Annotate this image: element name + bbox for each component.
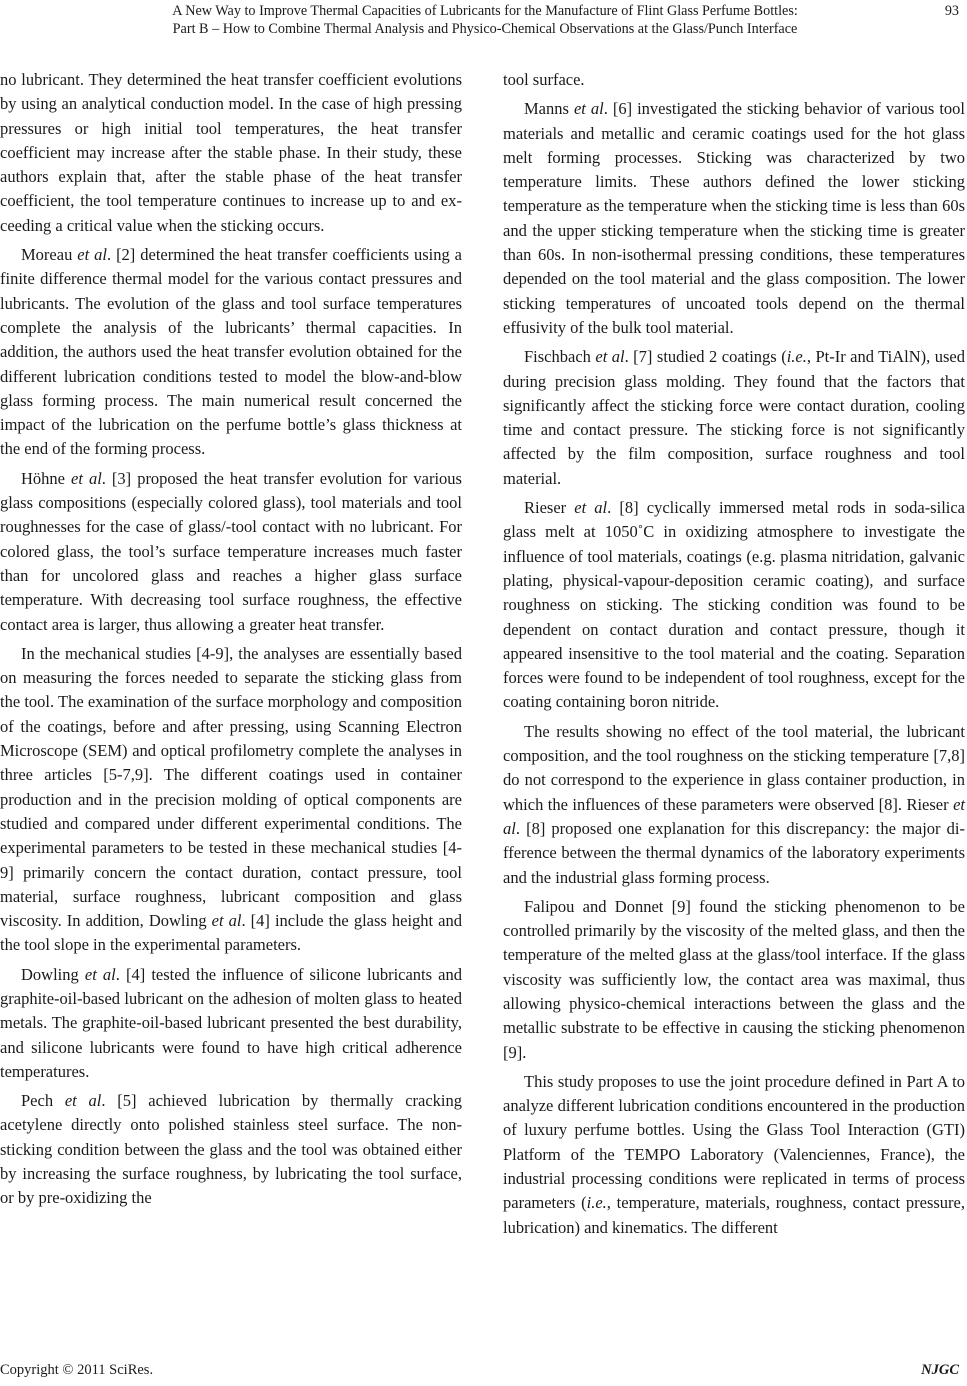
et-al-abbreviation: et al <box>71 468 102 488</box>
et-al-abbreviation: et al <box>503 794 965 838</box>
paragraph <box>0 1089 462 1210</box>
paragraph-text: In the mechanical studies [4-9], the analyses are essentially based on measuring the forces needed to separate the sticking glass from the tool. The examination of the surface morphology and composition of the coatings, before and after pressing, using Scanning Electron Microscope (SEM) and optical profilometry complete the analyses in three articles [5-7,9]. The different coatings used in container production and in the precision molding of optical components are studied and compared under different experimental conditions. The experimental parameters to be tested in these mechanical studies [4-9] primarily concern the contact duration, contact pressure, tool material, surface roughness, lubricant composition and glass viscosity. In addition, Dowling <box>0 643 462 931</box>
paragraph-text: . [4] tested the influence of silicone lubricants and graphite-oil-based lubricant on the adhesion of molten glass to heated metals. The graphite-oil-based lubricant presented the best durability, and silicone lubricants were found to have high critical adherence temperatures. <box>0 964 462 1081</box>
running-title-line-2: Part B – How to Combine Thermal Analysis and Physico-Chemical Observations at the Glass/Punch Interface <box>172 21 798 37</box>
paragraph-text: , temperature, materials, roughness, contact pressure, lubrication) and kinematics. The different <box>503 1193 965 1237</box>
paragraph <box>0 68 462 238</box>
paragraph <box>503 68 965 92</box>
paragraph <box>503 1070 965 1240</box>
cited-author: Pech <box>21 1091 65 1111</box>
cited-author: Höhne <box>21 468 72 488</box>
paragraph-text: . [3] proposed the heat transfer evolution for various glass compositions (especially colored glass), tool materials and tool roughnesses for the case of glass/-tool contact with no lubricant. For colored glass, the tool’s surface temperature increases much faster than for uncolored glass and reaches a higher glass surface temperature. With decreasing tool surface roughness, the effective contact area is larger, thus allowing a greater heat transfer. <box>0 468 462 634</box>
et-al-abbreviation: et al <box>211 911 242 931</box>
left-text-column <box>0 68 462 1216</box>
copyright-notice: Copyright © 2011 SciRes. <box>0 1362 154 1378</box>
cited-author: Fischbach <box>524 347 596 367</box>
et-al-abbreviation: et al <box>595 347 625 367</box>
paragraph-text: . [7] studied 2 coatings ( <box>624 347 787 367</box>
paragraph-text: , Pt-Ir and TiAlN), used during precision glass molding. They found that the factors that significantly affect the sticking force were contact duration, cooling time and contact pressure. The sticking force is not significantly affected by the film composition, surface roughness and tool material. <box>503 347 966 488</box>
cited-author: Manns <box>524 99 574 119</box>
page-footer <box>0 1360 967 1382</box>
right-text-column <box>503 68 965 1245</box>
cited-author: Moreau <box>21 245 78 265</box>
paragraph-text: . [5] achieved lubrication by thermally cracking acetylene directly onto polished stainless steel surface. The non-sticking condition between the glass and the tool was obtained either by increasing the surface roughness, by lubricating the tool surface, or by pre-oxidizing the <box>0 1091 463 1208</box>
et-al-abbreviation: et al <box>574 498 608 518</box>
ie-abbreviation: i.e. <box>586 1193 607 1213</box>
paragraph <box>0 243 462 462</box>
paragraph <box>0 467 462 637</box>
paragraph <box>0 963 462 1084</box>
paragraph <box>503 345 965 491</box>
running-header <box>0 0 967 44</box>
paragraph-text: Falipou and Donnet [9] found the sticking phenomenon to be controlled primarily by the viscosity of the melted glass, and then the temperature of the melted glass at the glass/tool interface. If the glass viscosity was sufficiently low, the contact area was maximal, thus allowing physico-chemical interactions between the glass and the metallic substrate to be effective in causing the sticking phenomenon [9]. <box>503 896 965 1062</box>
paragraph-text: . [4] include the glass height and the tool slope in the experimental parameters. <box>0 911 463 955</box>
et-al-abbreviation: et al <box>77 245 107 265</box>
ie-abbreviation: i.e. <box>786 347 807 367</box>
et-al-abbreviation: et al <box>573 99 604 119</box>
paragraph-text: The results showing no effect of the tool material, the lubricant composition, and the tool roughness on the sticking temperature [7,8] do not correspond to the experience in glass container production, in which the influences of these parameters were observed [8]. Rieser <box>503 721 965 814</box>
paragraph <box>503 720 965 890</box>
paragraph <box>503 895 965 1065</box>
et-al-abbreviation: et al <box>64 1091 102 1111</box>
running-title-line-1: A New Way to Improve Thermal Capacities of Lubricants for the Manufacture of Flint Glass Perfume Bottles: <box>172 3 798 19</box>
paragraph <box>503 496 965 715</box>
paragraph-text: This study proposes to use the joint procedure defined in Part A to analyze different lubrication conditions encountered in the production of luxury perfume bottles. Using the Glass Tool Interaction (GTI) Platform of the TEMPO Laboratory (Valenciennes, France), the industrial processing conditions were replicated in terms of process parameters ( <box>503 1071 965 1213</box>
journal-abbreviation: NJGC <box>921 1362 959 1378</box>
paragraph-text: . [8] proposed one explanation for this discrepancy: the major difference between the thermal dynamics of the laboratory experiments and the industrial glass forming process. <box>503 818 965 887</box>
paragraph-text: tool surface. <box>503 70 585 89</box>
paragraph-text: . [2] determined the heat transfer coefficients using a finite difference thermal model for the various contact pressures and lubricants. The evolution of the glass and tool surface temperatures complete the analysis of the lubricants’ thermal capacities. In addition, the authors used the heat transfer evolution obtained for the different lubrication conditions tested to model the blow-and-blow glass forming process. The main numerical result concerned the impact of the lubrication on the perfume bottle’s glass thickness at the end of the forming process. <box>0 245 462 459</box>
page-number: 93 <box>944 3 959 19</box>
cited-author: Rieser <box>524 498 575 518</box>
paragraph-text: . [6] investigated the sticking behavior of various tool materials and metallic and ceramic coatings used for the hot glass melt forming processes. Sticking was characterized by two temperature limits. These authors defined the lower sticking temperature as the temperature when the sticking time is less than 60s and the upper sticking temperature when the sticking time is greater than 60s. In non-isothermal pressing conditions, these temperatures depended on the tool material and the glass composition. The lower sticking temperatures of uncoated tools depend on the thermal effusivity of the bulk tool material. <box>503 99 966 337</box>
cited-author: Dowling <box>21 964 85 984</box>
paragraph-text: no lubricant. They determined the heat transfer coefficient evolutions by using an analytical conduction model. In the case of high pressing pressures or high initial tool temperatures, the heat transfer coefficient may increase after the stable phase. In their study, these authors explain that, after the stable phase of the heat transfer coefficient, the tool temperature continues to increase up to and exceeding a critical value when the sticking occurs. <box>0 70 462 235</box>
paragraph <box>0 642 462 958</box>
paragraph-text: . [8] cyclically immersed metal rods in soda-silica glass melt at 1050˚C in oxidizing atmosphere to investigate the influence of tool materials, coatings (e.g. plasma nitridation, galvanic plating, physical-vapour-deposition ceramic coating), and surface roughness on sticking. The sticking condition was found to be dependent on contact duration and contact pressure, though it appeared insensitive to the tool material and the coating. Separation forces were found to be independent of tool roughness, except for the coating containing boron nitride. <box>503 498 966 712</box>
paragraph <box>503 97 965 340</box>
et-al-abbreviation: et al <box>84 964 116 984</box>
